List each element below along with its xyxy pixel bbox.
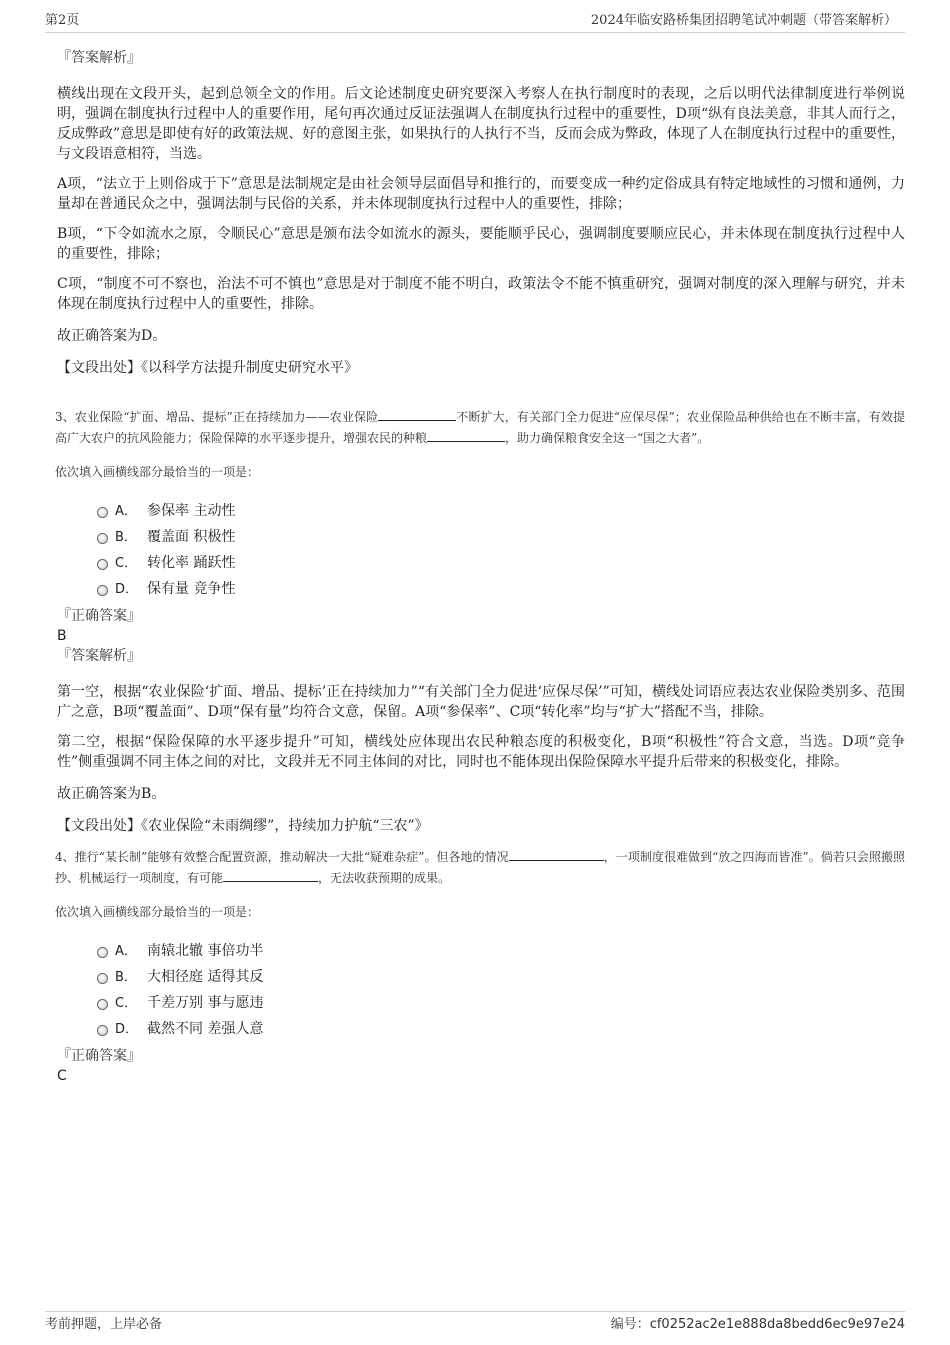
- fill-blank: [378, 406, 456, 421]
- option-a[interactable]: A． 南辕北辙 事倍功半: [97, 938, 905, 964]
- radio-icon[interactable]: [97, 559, 108, 570]
- analysis-paragraph: 第一空，根据“农业保险‘扩面、增品、提标’正在持续加力”“有关部门全力促进‘应保尽保’”可知，横线处词语应表达农业保险类别多、范围广之意，B项“覆盖面”、D项“保有量”均符合文意，保留。A项“参保率”、C项“转化率”均与“扩大”搭配不当，排除。: [57, 684, 905, 720]
- correct-answer: B: [57, 628, 67, 644]
- radio-icon[interactable]: [97, 585, 108, 596]
- page-header: [45, 10, 905, 33]
- page-number: 第2页: [45, 13, 80, 28]
- option-b[interactable]: B． 大相径庭 适得其反: [97, 964, 905, 990]
- radio-icon[interactable]: [97, 947, 108, 958]
- option-d[interactable]: D． 保有量 竞争性: [97, 576, 905, 602]
- conclusion: 故正确答案为D。: [57, 328, 167, 344]
- radio-icon[interactable]: [97, 999, 108, 1010]
- page-content: [57, 44, 905, 1086]
- answer-analysis-tag: 『答案解析』: [57, 648, 141, 664]
- document-title: 2024年临安路桥集团招聘笔试冲刺题（带答案解析）: [590, 13, 897, 28]
- correct-answer: C: [57, 1068, 67, 1084]
- source-note: 【文段出处】《以科学方法提升制度史研究水平》: [57, 360, 358, 376]
- question-4-options: [57, 938, 905, 1042]
- analysis-paragraph: A项，“法立于上则俗成于下”意思是法制规定是由社会领导层面倡导和推行的，而要变成一种约定俗成具有特定地域性的习惯和通例，力量却在普通民众之中，强调法制与民俗的关系，并未体现制度执行过程中人的重要性，排除；: [57, 176, 905, 212]
- option-c[interactable]: C． 转化率 踊跃性: [97, 550, 905, 576]
- option-b[interactable]: B． 覆盖面 积极性: [97, 524, 905, 550]
- analysis-paragraph: B项，“下令如流水之原，令顺民心”意思是颁布法令如流水的源头，要能顺乎民心，强调制度要顺应民心，并未体现在制度执行过程中人的重要性，排除；: [57, 226, 905, 262]
- fill-blank: [223, 867, 318, 882]
- question-prompt: 依次填入画横线部分最恰当的一项是：: [55, 465, 260, 479]
- page-footer: [45, 1311, 905, 1336]
- analysis-paragraph: 第二空，根据“保险保障的水平逐步提升”可知，横线处应体现出农民种粮态度的积极变化，B项“积极性”符合文意，当选。D项“竞争性”侧重强调不同主体之间的对比，文段并无不同主体间的对比，同时也不能体现出保险保障水平提升后带来的积极变化，排除。: [57, 734, 905, 770]
- radio-icon[interactable]: [97, 533, 108, 544]
- fill-blank: [427, 427, 505, 442]
- analysis-paragraph: C项，“制度不可不察也，治法不可不慎也”意思是对于制度不能不明白，政策法令不能不慎重研究，强调对制度的深入理解与研究，并未体现在制度执行过程中人的重要性，排除。: [57, 276, 905, 312]
- radio-icon[interactable]: [97, 1025, 108, 1036]
- question-4-text: 4、推行“某长制”能够有效整合配置资源，推动解决一大批“疑难杂症”。但各地的情况 ，一项制度很难做到“放之四海而皆准”。倘若只会照搬照抄、机械运行一项制度，有可能 ，无法收获预期的成果。: [55, 846, 905, 888]
- footer-slogan: 考前押题，上岸必备: [45, 1317, 163, 1332]
- correct-answer-tag: 『正确答案』: [57, 1048, 141, 1064]
- radio-icon[interactable]: [97, 507, 108, 518]
- correct-answer-tag: 『正确答案』: [57, 608, 141, 624]
- conclusion: 故正确答案为B。: [57, 786, 166, 802]
- option-c[interactable]: C． 千差万别 事与愿违: [97, 990, 905, 1016]
- answer-analysis-tag: 『答案解析』: [57, 50, 141, 66]
- option-a[interactable]: A． 参保率 主动性: [97, 498, 905, 524]
- analysis-paragraph: 横线出现在文段开头，起到总领全文的作用。后文论述制度史研究要深入考察人在执行制度时的表现，之后以明代法律制度进行举例说明，强调在制度执行过程中人的重要作用，尾句再次通过反证法强调人在制度执行过程中的重要性，D项“纵有良法美意，非其人而行之，反成弊政”意思是即使有好的政策法规、好的意图主张，如果执行的人执行不当，反而会成为弊政，体现了人在制度执行过程中的重要性，与文段语意相符，当选。: [57, 86, 905, 162]
- radio-icon[interactable]: [97, 973, 108, 984]
- fill-blank: [509, 846, 604, 861]
- question-3-text: 3、农业保险“扩面、增品、提标”正在持续加力——农业保险 不断扩大，有关部门全力促进“应保尽保”；农业保险品种供给也在不断丰富，有效提高广大农户的抗风险能力；保险保障的水平逐步提升，增强农民的种粮 ，助力确保粮食安全这一“国之大者”。: [55, 406, 905, 448]
- question-3-options: [57, 498, 905, 602]
- source-note: 【文段出处】《农业保险“未雨绸缪”，持续加力护航“三农”》: [57, 818, 429, 834]
- document-id: 编号：cf0252ac2e1e888da8bedd6ec9e97e24: [610, 1317, 905, 1332]
- question-prompt: 依次填入画横线部分最恰当的一项是：: [55, 905, 260, 919]
- option-d[interactable]: D． 截然不同 差强人意: [97, 1016, 905, 1042]
